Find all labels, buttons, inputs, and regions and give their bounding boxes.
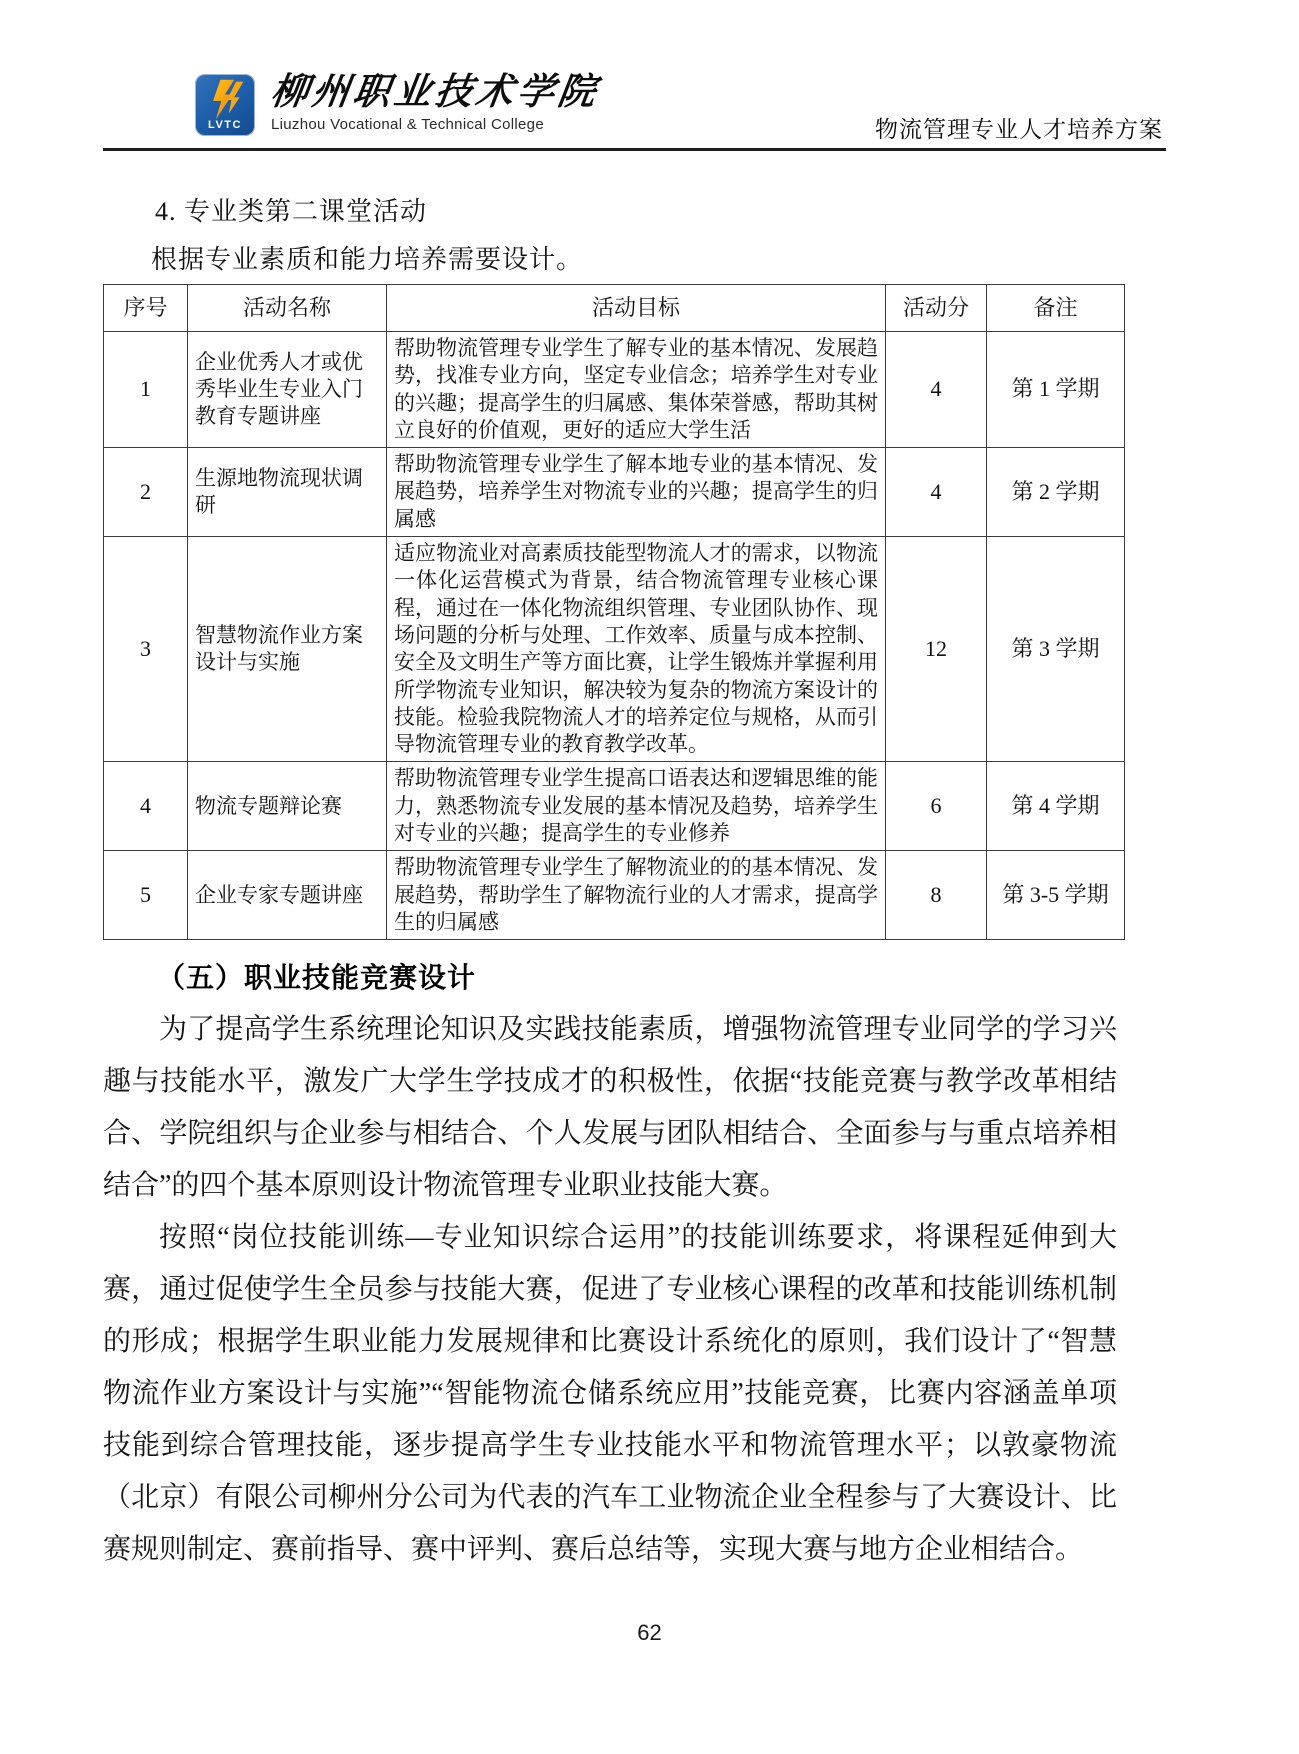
cell-note: 第 3 学期 [987, 537, 1125, 762]
college-name-cn: 柳州职业技术学院 [268, 72, 603, 113]
cell-activity-score: 4 [886, 332, 987, 448]
page-number: 62 [637, 1620, 662, 1645]
cell-activity-goal: 帮助物流管理专业学生了解本地专业的基本情况、发展趋势，培养学生对物流专业的兴趣；提高学生的归属感 [387, 448, 886, 537]
section5-paragraph-1: 为了提高学生系统理论知识及实践技能素质，增强物流管理专业同学的学习兴趣与技能水平，激发广大学生学技成才的积极性，依据“技能竞赛与教学改革相结合、学院组织与企业参与相结合、个人发展与团队相结合、全面参与与重点培养相结合”的四个基本原则设计物流管理专业职业技能大赛。 [103, 1014, 1117, 1201]
cell-note: 第 4 学期 [987, 762, 1125, 851]
cell-activity-name: 企业优秀人才或优秀毕业生专业入门教育专题讲座 [188, 332, 387, 448]
cell-activity-goal: 帮助物流管理专业学生了解物流业的的基本情况、发展趋势，帮助学生了解物流行业的人才需求，提高学生的归属感 [387, 851, 886, 940]
cell-activity-name: 生源地物流现状调研 [188, 448, 387, 537]
cell-activity-score: 4 [886, 448, 987, 537]
section4-title: 4. 专业类第二课堂活动 [155, 197, 428, 226]
table-row [104, 762, 1125, 851]
cell-no: 2 [104, 448, 188, 537]
cell-activity-goal: 帮助物流管理专业学生了解专业的基本情况、发展趋势，找准专业方向，坚定专业信念；培养学生对专业的兴趣；提高学生的归属感、集体荣誉感，帮助其树立良好的价值观，更好的适应大学生活 [387, 332, 886, 448]
section5-paragraph-2: 按照“岗位技能训练—专业知识综合运用”的技能训练要求，将课程延伸到大赛，通过促使学生全员参与技能大赛，促进了专业核心课程的改革和技能训练机制的形成；根据学生职业能力发展规律和比赛设计系统化的原则，我们设计了“智慧物流作业方案设计与实施”“智能物流仓储系统应用”技能竞赛，比赛内容涵盖单项技能到综合管理技能，逐步提高学生专业技能水平和物流管理水平；以敦豪物流（北京）有限公司柳州分公司为代表的汽车工业物流企业全程参与了大赛设计、比赛规则制定、赛前指导、赛中评判、赛后总结等，实现大赛与地方企业相结合。 [103, 1222, 1117, 1565]
table-row [104, 332, 1125, 448]
college-logo [195, 72, 603, 136]
cell-no: 3 [104, 537, 188, 762]
cell-note: 第 2 学期 [987, 448, 1125, 537]
cell-no: 5 [104, 851, 188, 940]
col-header-name: 活动名称 [188, 285, 387, 332]
letterhead [103, 68, 1165, 148]
table-header-row [104, 285, 1125, 332]
section5-heading: （五）职业技能竞赛设计 [157, 962, 477, 993]
lightning-icon [202, 77, 248, 123]
header-divider [103, 148, 1166, 151]
activity-table [103, 284, 1125, 940]
cell-activity-name: 企业专家专题讲座 [188, 851, 387, 940]
cell-activity-goal: 适应物流业对高素质技能型物流人才的需求，以物流一体化运营模式为背景，结合物流管理专业核心课程，通过在一体化物流组织管理、专业团队协作、现场问题的分析与处理、工作效率、质量与成本控制、安全及文明生产等方面比赛，让学生锻炼并掌握利用所学物流专业知识，解决较为复杂的物流方案设计的技能。检验我院物流人才的培养定位与规格，从而引导物流管理专业的教育教学改革。 [387, 537, 886, 762]
college-name-en: Liuzhou Vocational & Technical College [271, 115, 544, 133]
col-header-note: 备注 [987, 285, 1125, 332]
table-row [104, 448, 1125, 537]
section4-intro: 根据专业素质和能力培养需要设计。 [151, 245, 584, 274]
cell-activity-goal: 帮助物流管理专业学生提高口语表达和逻辑思维的能力，熟悉物流专业发展的基本情况及趋势，培养学生对专业的兴趣；提高学生的专业修养 [387, 762, 886, 851]
college-names [268, 72, 603, 133]
document-title: 物流管理专业人才培养方案 [875, 111, 1163, 150]
table-row [104, 537, 1125, 762]
cell-no: 4 [104, 762, 188, 851]
logo-abbr-label: LVTC [208, 119, 242, 131]
table-row [104, 851, 1125, 940]
cell-no: 1 [104, 332, 188, 448]
section5-body [103, 1004, 1117, 1576]
lvtc-logo-badge [195, 74, 255, 136]
col-header-goal: 活动目标 [387, 285, 886, 332]
cell-activity-name: 物流专题辩论赛 [188, 762, 387, 851]
cell-activity-score: 6 [886, 762, 987, 851]
col-header-score: 活动分 [886, 285, 987, 332]
col-header-no: 序号 [104, 285, 188, 332]
cell-note: 第 1 学期 [987, 332, 1125, 448]
cell-activity-score: 8 [886, 851, 987, 940]
cell-activity-score: 12 [886, 537, 987, 762]
cell-activity-name: 智慧物流作业方案设计与实施 [188, 537, 387, 762]
cell-note: 第 3-5 学期 [987, 851, 1125, 940]
